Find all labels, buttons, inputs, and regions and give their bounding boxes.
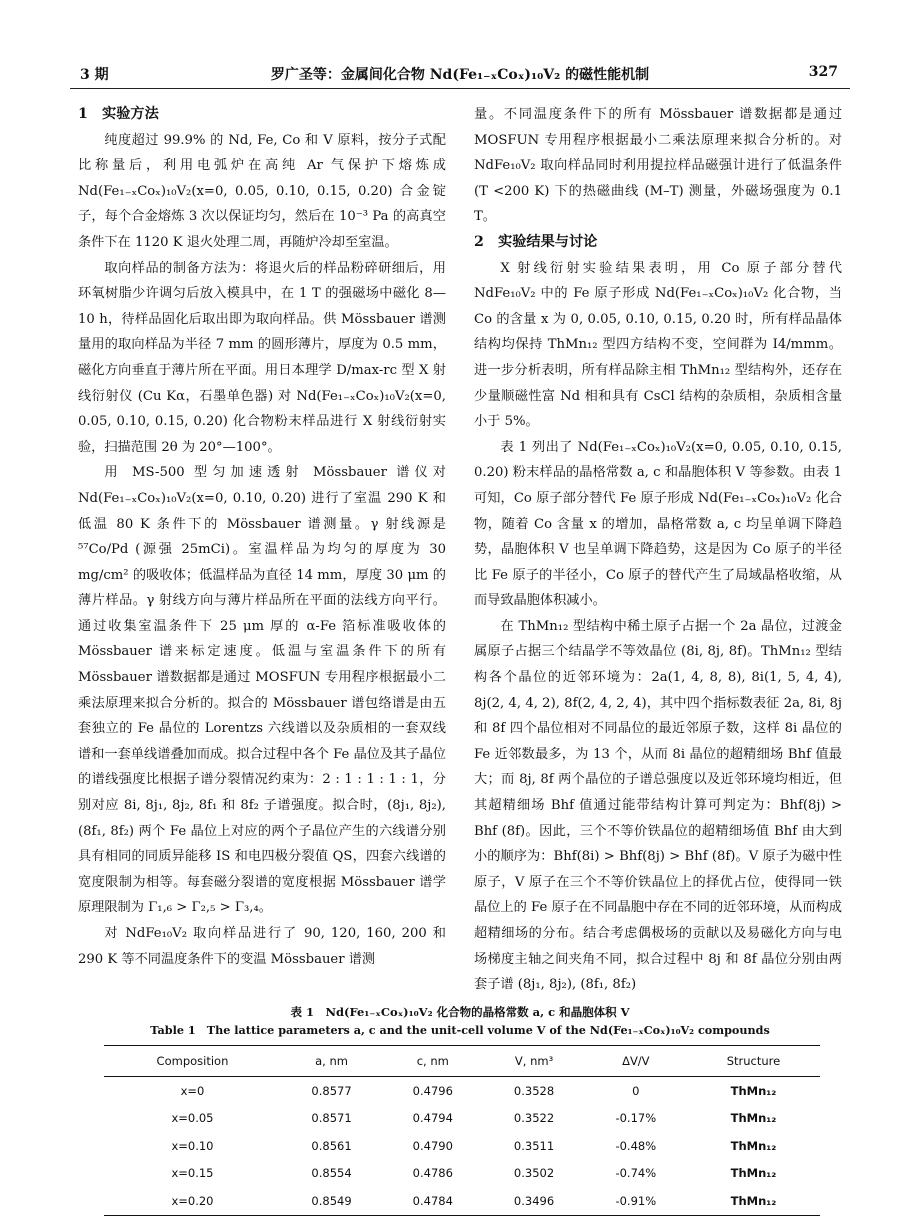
running-header <box>70 58 850 89</box>
table-cell: -0.17% <box>615 1111 657 1126</box>
page-number: 327 <box>808 64 838 80</box>
table-cell: 0.4786 <box>412 1166 453 1181</box>
table-row <box>104 1160 820 1188</box>
left-column <box>78 102 446 972</box>
table-cell: ThMn₁₂ <box>730 1166 777 1181</box>
table-caption-en: Table 1 The lattice parameters a, c and the unit-cell volume V of the Nd(Fe₁₋ₓCoₓ)₁₀V₂ compounds <box>150 1023 770 1037</box>
paragraph: 在 ThMn₁₂ 型结构中稀土原子占据一个 2a 晶位，过渡金属原子占据三个结晶学不等效晶位 (8i, 8j, 8f)。ThMn₁₂ 型结构各个晶位的近邻环境为：2a(1, 4, 8, 8), 8i(1, 5, 4, 4), 8j(2, 4, 4, 2), 8f(2, 4, 2, 4)，其中四个指标数表征 2a, 8i, 8j 和 8f 四个晶位相对不同晶位的最近邻原子数，这样 8i 晶位的 Fe 近邻数最多，为 13 个，从而 8i 晶位的超精细场 Bhf 值最大；而 8j, 8f 两个晶位的子谱总强度以及近邻环境均相近，但其超精细场 Bhf 值通过能带结构计算可判定为：Bhf(8j) > Bhf (8f)。因此，三个不等价铁晶位的超精细场值 Bhf 由大到小的顺序为：Bhf(8i) > Bhf(8j) > Bhf (8f)。V 原子为磁中性原子，V 原子在三个不等价铁晶位上的择优占位，使得同一铁晶位上的 Fe 原子在不同晶胞中存在不同的近邻环境，从而构成超精细场的分布。结合考虑偶极场的贡献以及易磁化方向与电场梯度主轴之间夹角不同，拟合过程中 8j 和 8f 晶位分别由两套子谱 (8j₁, 8j₂), (8f₁, 8f₂) <box>474 618 842 993</box>
paragraph: 取向样品的制备方法为：将退火后的样品粉碎研细后，用环氧树脂少许调匀后放入模具中，在 1 T 的强磁场中磁化 8—10 h，待样品固化后取出即为取向样品。供 Mössbauer 谱测量用的取向样品为半径 7 mm 的圆形薄片，厚度为 0.5 mm，磁化方向垂直于薄片所在平面。用日本理学 D/max-rc 型 X 射线衍射仪 (Cu Kα，石墨单色器) 对 Nd(Fe₁₋ₓCoₓ)₁₀V₂(x=0, 0.05, 0.10, 0.15, 0.20) 化合物粉末样品进行 X 射线衍射实验，扫描范围 2θ 为 20°—100°。 <box>78 260 446 455</box>
table-cell: ThMn₁₂ <box>687 1187 820 1215</box>
table-cell: ThMn₁₂ <box>730 1111 777 1126</box>
table-cell: 0.3496 <box>483 1187 584 1215</box>
table-cell: 0.4790 <box>412 1138 453 1153</box>
lattice-parameters-table <box>104 1045 820 1216</box>
table-cell: -0.91% <box>585 1187 687 1215</box>
column-header: Structure <box>687 1046 820 1077</box>
paragraph: 表 1 列出了 Nd(Fe₁₋ₓCoₓ)₁₀V₂(x=0, 0.05, 0.10, 0.15, 0.20) 粉末样品的晶格常数 a, c 和晶胞体积 V 等参数。由表 1 可知，Co 原子部分替代 Fe 原子形成 Nd(Fe₁₋ₓCoₓ)₁₀V₂ 化合物，随着 Co 含量 x 的增加，晶格常数 a, c 均呈单调下降趋势，晶胞体积 V 也呈单调下降趋势，这是因为 Co 原子的半径比 Fe 原子的半径小，Co 原子的替代产生了局域晶格收缩，从而导致晶胞体积减小。 <box>474 439 842 609</box>
paragraph: 对 NdFe₁₀V₂ 取向样品进行了 90, 120, 160, 200 和 290 K 等不同温度条件下的变温 Mössbauer 谱测 <box>78 926 446 967</box>
table-cell: x=0 <box>180 1083 205 1098</box>
paragraph: 用 MS-500 型匀加速透射 Mössbauer 谱仪对 Nd(Fe₁₋ₓCoₓ)₁₀V₂(x=0, 0.10, 0.20) 进行了室温 290 K 和低温 80 K 条件下的 Mössbauer 谱测量。γ 射线源是 ⁵⁷Co/Pd (源强 25mCi)。室温样品为均匀的厚度为 30 mg/cm² 的吸收体；低温样品为直径 14 mm，厚度 30 μm 的薄片样品。γ 射线方向与薄片样品所在平面的法线方向平行。通过收集室温条件下 25 μm 厚的 α-Fe 箔标准吸收体的 Mössbauer 谱来标定速度。低温与室温条件下的所有 Mössbauer 谱数据都是通过 MOSFUN 专用程序根据最小二乘法原理来拟合分析的。拟合的 Mössbauer 谱包络谱是由五套独立的 Fe 晶位的 Lorentzs 六线谱以及杂质相的一套双线谱和一套单线谱叠加而成。拟合过程中各个 Fe 晶位及其子晶位的谱线强度比根据子谱分裂情况约束为：2 : 1 : 1 : 1 : 1，分别对应 8i, 8j₁, 8j₂, 8f₁ 和 8f₂ 子谱强度。拟合时，(8j₁, 8j₂), (8f₁, 8f₂) 两个 Fe 晶位上对应的两个子晶位产生的六线谱分别具有相同的同质异能移 IS 和电四极分裂值 QS，四套六线谱的宽度限制为相等。每套磁分裂谱的宽度根据 Mössbauer 谱学原理限制为 Γ₁,₆ > Γ₂,₅ > Γ₃,₄。 <box>78 465 446 916</box>
table-cell: ThMn₁₂ <box>730 1138 777 1153</box>
column-header: ΔV/V <box>585 1046 687 1077</box>
table-header-row <box>104 1046 820 1077</box>
paragraph: 纯度超过 99.9% 的 Nd, Fe, Co 和 V 原料，按分子式配比称量后，利用电弧炉在高纯 Ar 气保护下熔炼成 Nd(Fe₁₋ₓCoₓ)₁₀V₂(x=0, 0.05, 0.10, 0.15, 0.20) 合金锭子，每个合金熔炼 3 次以保证均匀，然后在 10⁻³ Pa 的高真空条件下在 1120 K 退火处理二周，再随炉冷却至室温。 <box>78 132 446 250</box>
table-cell: x=0.05 <box>171 1111 214 1126</box>
paragraph: 量。不同温度条件下的所有 Mössbauer 谱数据都是通过 MOSFUN 专用程序根据最小二乘法原理来拟合分析的。对 NdFe₁₀V₂ 取向样品同时利用提拉样品磁强计进行了低温条件 (T <200 K) 下的热磁曲线 (M–T) 测量，外磁场强度为 0.1 T。 <box>474 107 842 225</box>
section-heading-methods: 1 实验方法 <box>78 106 159 122</box>
table-row <box>104 1187 820 1215</box>
table-caption-zh: 表 1 Nd(Fe₁₋ₓCoₓ)₁₀V₂ 化合物的晶格常数 a, c 和晶胞体积 V <box>290 1005 630 1019</box>
paragraph: X 射线衍射实验结果表明，用 Co 原子部分替代 NdFe₁₀V₂ 中的 Fe 原子形成 Nd(Fe₁₋ₓCoₓ)₁₀V₂ 化合物，当 Co 的含量 x 为 0, 0.05, 0.10, 0.15, 0.20 时，所有样品晶体结构均保持 ThMn₁₂ 型四方结构不变，空间群为 I4/mmm。进一步分析表明，所有样品除主相 ThMn₁₂ 型结构外，还存在少量顺磁性富 Nd 相和具有 CsCl 结构的杂质相，杂质相含量小于 5%。 <box>474 260 842 430</box>
table-cell: 0.4794 <box>412 1111 453 1126</box>
table-cell: -0.74% <box>615 1166 657 1181</box>
table-row <box>104 1132 820 1160</box>
table-row <box>104 1077 820 1105</box>
right-column <box>474 102 842 998</box>
issue-number: 3 期 <box>80 67 109 83</box>
table-cell: x=0.15 <box>171 1166 214 1181</box>
column-header: Composition <box>104 1046 281 1077</box>
column-header: a, nm <box>281 1046 382 1077</box>
table-cell: ThMn₁₂ <box>730 1083 777 1098</box>
table-cell: 0.8577 <box>311 1083 352 1098</box>
table-cell: x=0.20 <box>104 1187 281 1215</box>
table-cell: 0.3511 <box>513 1138 555 1153</box>
table-cell: 0 <box>632 1083 640 1098</box>
table-cell: 0.3528 <box>513 1083 555 1098</box>
column-header: c, nm <box>382 1046 483 1077</box>
table-cell: x=0.10 <box>171 1138 214 1153</box>
table-cell: 0.8554 <box>311 1166 352 1181</box>
section-heading-results: 2 实验结果与讨论 <box>474 233 598 250</box>
table-cell: 0.4784 <box>382 1187 483 1215</box>
table-cell: -0.48% <box>615 1138 657 1153</box>
running-title: 罗广圣等：金属间化合物 Nd(Fe₁₋ₓCoₓ)₁₀V₂ 的磁性能机制 <box>270 67 650 83</box>
table-cell: 0.4796 <box>412 1083 453 1098</box>
table-cell: 0.8549 <box>281 1187 382 1215</box>
table-cell: 0.8571 <box>311 1111 352 1126</box>
table-cell: 0.3502 <box>513 1166 555 1181</box>
column-header: V, nm³ <box>483 1046 584 1077</box>
table-row <box>104 1105 820 1133</box>
table-cell: 0.8561 <box>311 1138 352 1153</box>
table-cell: 0.3522 <box>513 1111 555 1126</box>
